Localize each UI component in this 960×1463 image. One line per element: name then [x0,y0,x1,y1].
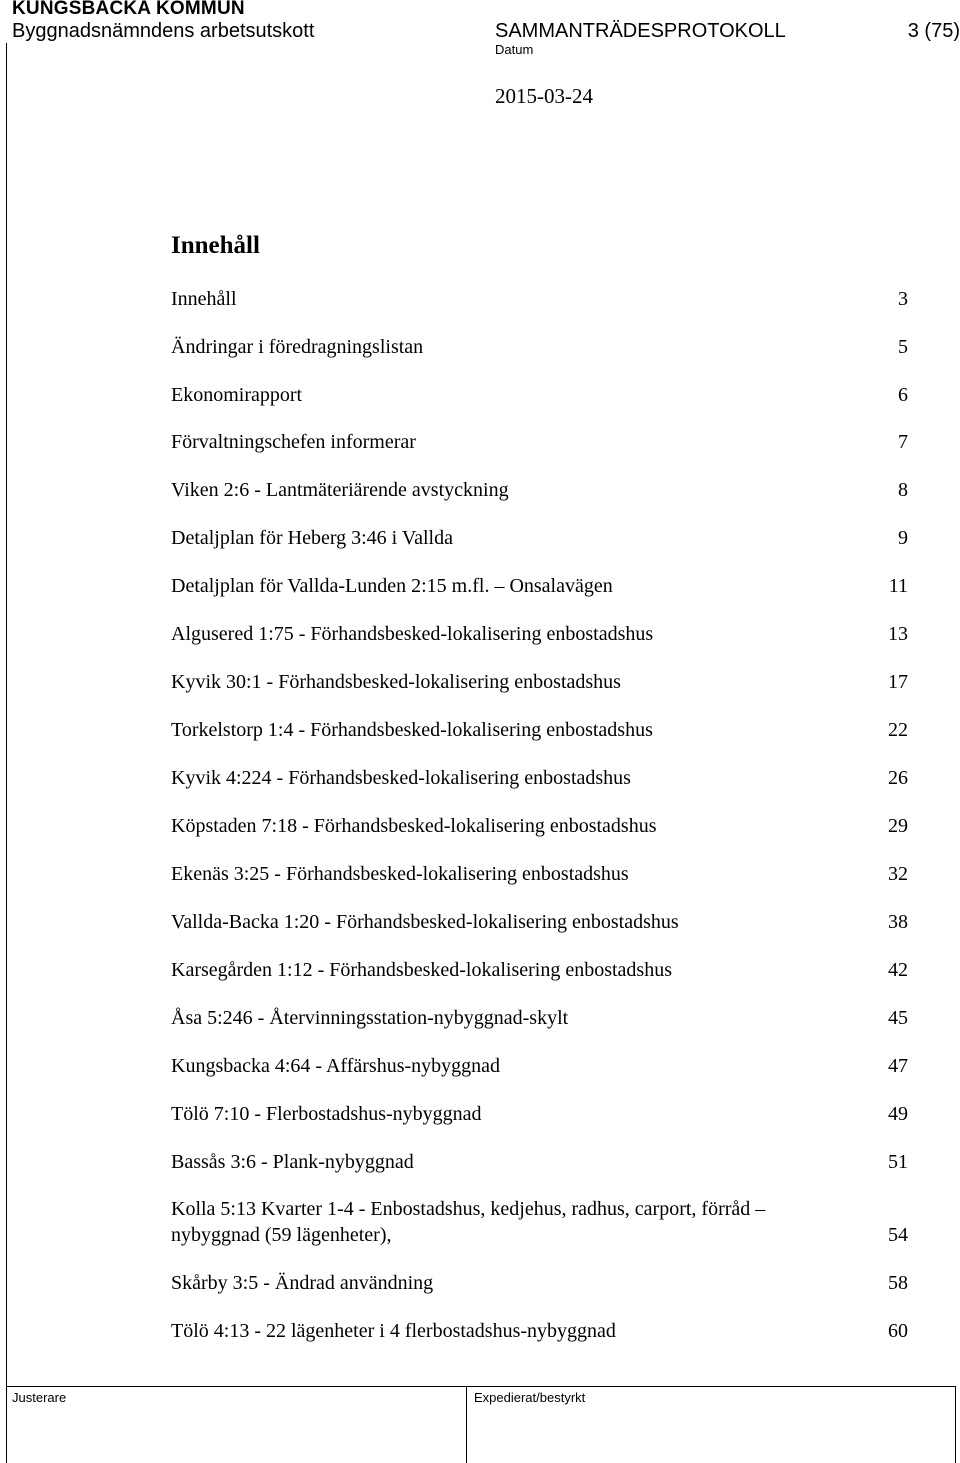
date-label: Datum [495,42,534,57]
left-margin-rule [6,43,7,1463]
page-number: 3 (75) [907,20,960,42]
footer-column-divider [466,1386,467,1463]
toc-item-page: 60 [888,1320,908,1342]
footer-dispatch-label: Expedierat/bestyrkt [474,1390,586,1405]
toc-item-page: 42 [888,959,908,981]
toc-item-page: 3 [898,288,908,310]
toc-item[interactable] [171,1005,908,1031]
toc-item-title: Åsa 5:246 - Återvinningsstation-nybyggnad-skylt [171,1007,569,1029]
toc-item-page: 22 [888,719,908,741]
footer-signer-label: Justerare [12,1390,67,1405]
toc-item[interactable] [171,334,908,360]
toc-item[interactable] [171,477,908,503]
toc-item-title: Kyvik 30:1 - Förhandsbesked-lokalisering enbostadshus [171,671,621,693]
toc-item-title: Viken 2:6 - Lantmäteriärende avstyckning [171,479,509,501]
toc-item-title: Förvaltningschefen informerar [171,431,416,453]
toc-item-page: 7 [898,431,908,453]
toc-item-title: Köpstaden 7:18 - Förhandsbesked-lokalisering enbostadshus [171,815,657,837]
toc-item[interactable] [171,525,908,551]
toc-item-title: Tölö 7:10 - Flerbostadshus-nybyggnad [171,1103,482,1125]
toc-item-title: Detaljplan för Heberg 3:46 i Vallda [171,527,453,549]
toc-item[interactable] [171,957,908,983]
toc-item[interactable] [171,765,908,791]
toc-item[interactable] [171,573,908,599]
toc-item[interactable] [171,909,908,935]
toc-item[interactable] [171,1270,908,1296]
document-type: SAMMANTRÄDESPROTOKOLL [495,20,786,42]
toc-item-title: Ekenäs 3:25 - Förhandsbesked-lokalisering enbostadshus [171,863,629,885]
toc-item-page: 9 [898,527,908,549]
toc-item-page: 17 [888,671,908,693]
toc-item-title: Tölö 4:13 - 22 lägenheter i 4 flerbostadshus-nybyggnad [171,1320,616,1342]
toc-item[interactable] [171,1101,908,1127]
toc-item-title: Skårby 3:5 - Ändrad användning [171,1272,434,1294]
toc-item[interactable] [171,1149,908,1175]
toc-item-page: 26 [888,767,908,789]
toc-item-page: 38 [888,911,908,933]
toc-item-page: 11 [888,575,908,597]
toc-item[interactable] [171,1196,908,1248]
toc-item[interactable] [171,621,908,647]
toc-item-title: Torkelstorp 1:4 - Förhandsbesked-lokalisering enbostadshus [171,719,653,741]
toc-item[interactable] [171,286,908,312]
toc-item[interactable] [171,1053,908,1079]
toc-item-page: 47 [888,1055,908,1077]
toc-item-page: 58 [888,1272,908,1294]
toc-item-title: Algusered 1:75 - Förhandsbesked-lokalisering enbostadshus [171,623,654,645]
toc-item[interactable] [171,669,908,695]
toc-item-title: Kyvik 4:224 - Förhandsbesked-lokalisering enbostadshus [171,767,631,789]
date-value: 2015-03-24 [495,84,593,108]
toc-item[interactable] [171,1318,908,1344]
organization-name: KUNGSBACKA KOMMUN [12,0,245,19]
toc-item-page: 49 [888,1103,908,1125]
toc-item-page: 5 [898,336,908,358]
toc-item-title: Innehåll [171,288,237,310]
toc-item[interactable] [171,382,908,408]
toc-item-page: 51 [888,1151,908,1173]
toc-item-page: 45 [888,1007,908,1029]
toc-heading: Innehåll [171,232,260,259]
toc-item-title: Kungsbacka 4:64 - Affärshus-nybyggnad [171,1055,501,1077]
toc-item-title: Vallda-Backa 1:20 - Förhandsbesked-lokalisering enbostadshus [171,911,679,933]
toc-item-title: Ekonomirapport [171,384,303,406]
toc-item-title: Karsegården 1:12 - Förhandsbesked-lokalisering enbostadshus [171,959,672,981]
toc-item-title: Kolla 5:13 Kvarter 1-4 - Enbostadshus, kedjehus, radhus, carport, förråd – nybyggnad (59 lägenheter), [171,1198,766,1246]
toc-item-title: Bassås 3:6 - Plank-nybyggnad [171,1151,414,1173]
footer-divider [6,1386,956,1387]
toc-item-page: 29 [888,815,908,837]
toc-item-title: Ändringar i föredragningslistan [171,336,424,358]
toc-item-page: 54 [888,1224,908,1246]
toc-item[interactable] [171,813,908,839]
toc-item-page: 8 [898,479,908,501]
footer-right-border [955,1386,956,1463]
toc-item-page: 13 [888,623,908,645]
toc-item[interactable] [171,429,908,455]
toc-item-title: Detaljplan för Vallda-Lunden 2:15 m.fl. – Onsalavägen [171,575,613,597]
board-name: Byggnadsnämndens arbetsutskott [12,20,315,42]
toc-item[interactable] [171,717,908,743]
toc-item-page: 32 [888,863,908,885]
toc-item[interactable] [171,861,908,887]
toc-item-page: 6 [898,384,908,406]
